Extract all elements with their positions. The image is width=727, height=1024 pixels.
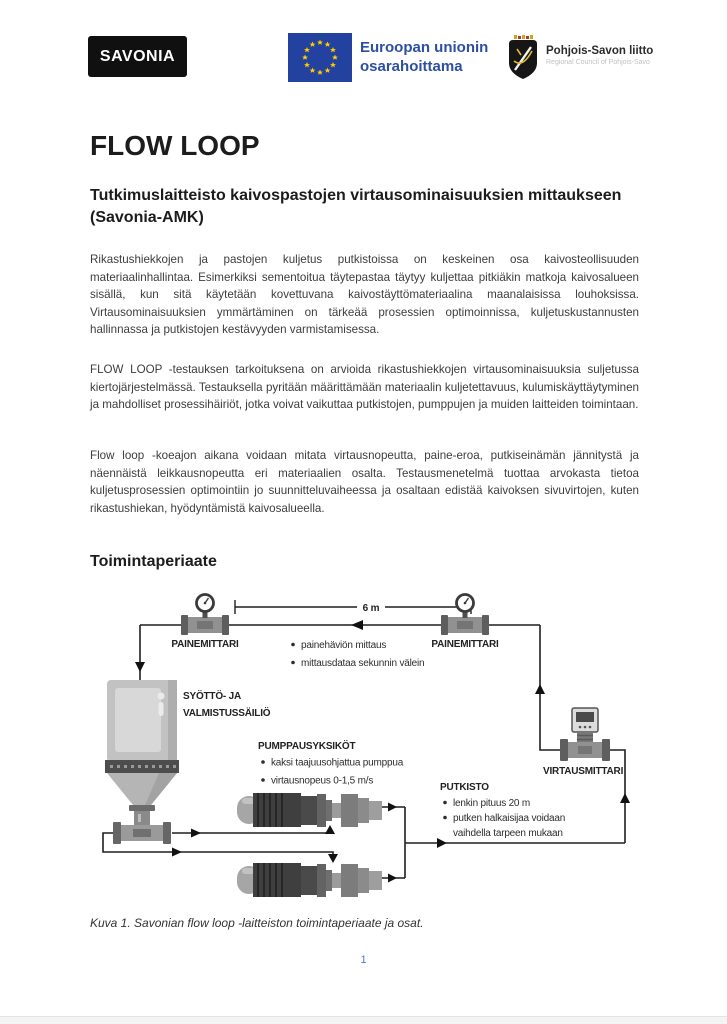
eu-funding-label: [360, 38, 488, 76]
pump-notes: [261, 758, 404, 787]
body-paragraph-1: Rikastushiekkojen ja pastojen kuljetus putkistoissa on keskeinen osa kaivosteollisuuden materiaalinhallintaa. Esimerkiksi sementoitua täytepastaa täytyy kuljettaa pitkiäkin matkoja kaivosalueen sisällä, kun sitä käytetään kovettuvana kaivostäyttömateriaalina maanalaisissa louhoksissa. Virtausominaisuuksien ymmärtäminen on tärkeää prosessien optimoinnissa, kuljetuskustannusten hallinnassa ja putkistojen kestävyyden varmistamisessa.: [90, 253, 639, 336]
label-pressure-gauge-left: PAINEMITTARI: [171, 639, 239, 650]
label-flow-meter: VIRTAUSMITTARI: [543, 766, 624, 777]
label-pressure-gauge-right: PAINEMITTARI: [431, 639, 499, 650]
savonia-logo: [88, 36, 187, 77]
section-heading: Toimintaperiaate: [90, 553, 217, 570]
pipe-tee-icon: [113, 822, 171, 844]
page-number: 1: [360, 954, 367, 966]
dimension-label: 6 m: [362, 603, 380, 614]
eu-flag-icon: [288, 33, 352, 82]
pump-upper-icon: [237, 793, 382, 827]
pressure-note-1: painehäviön mittaus: [301, 640, 387, 651]
pohjois-savo-subtitle: Regional Council of Pohjois-Savo: [546, 59, 650, 66]
pressure-note-2: mittausdataa sekunnin välein: [301, 658, 425, 669]
eu-funding-line1: Euroopan unionin: [360, 39, 489, 56]
dimension-line: [235, 600, 471, 614]
pohjois-savo-label: [546, 45, 653, 66]
pressure-gauge-right-icon: [441, 595, 489, 636]
pohjois-savo-coat-of-arms-icon: [507, 35, 539, 80]
pump-lower-icon: [237, 863, 382, 897]
pump-note-2: virtausnopeus 0-1,5 m/s: [271, 775, 374, 787]
label-piping-heading: PUTKISTO: [440, 782, 489, 793]
pressure-notes: [291, 640, 424, 669]
feed-tank-icon: [105, 680, 179, 805]
body-paragraph-3: Flow loop -koeajon aikana voidaan mitata virtausnopeutta, paine-eroa, putkiseinämän jännitystä ja näennäistä leikkausnopeutta eri materiaalien osalta. Testausmenetelmä tuottaa arvokasta tietoa kuljetusprosessien optimointiin jo suunnitteluvaiheessa ja osaltaan edistää kaivoksen sivuvirtojen, kuten rikastushiekan, hyödyntämistä kaivosalueella.: [90, 449, 639, 515]
body-paragraph-2: FLOW LOOP -testauksen tarkoituksena on arvioida rikastushiekkojen virtausominaisuuksia suljetussa kiertojärjestelmässä. Testauksella pyritään määrittämään materiaalin kuljetettavuus, kulumiskäyttäytyminen ja mahdolliset prosessihäiriöt, jotka voivat vaikuttaa putkistojen, pumppujen ja muiden laitteiden toimintaan.: [90, 363, 639, 411]
flow-meter-icon: [560, 708, 610, 761]
pressure-gauge-left-icon: [181, 595, 229, 636]
piping-note-2: putken halkaisijaa voidaan: [453, 813, 566, 824]
page-subtitle: Tutkimuslaitteisto kaivospastojen virtausominaisuuksien mittaukseen (Savonia-AMK): [90, 187, 622, 226]
eu-funding-line2: osarahoittama: [360, 58, 463, 75]
next-page-edge: [0, 1016, 727, 1024]
pump-note-1: kaksi taajuusohjattua pumppua: [271, 757, 404, 769]
piping-notes: [443, 798, 565, 839]
piping-note-3: vaihdella tarpeen mukaan: [453, 828, 563, 839]
label-pumps-heading: PUMPPAUSYKSIKÖT: [258, 741, 356, 752]
label-tank-line1: SYÖTTÖ- JA: [183, 691, 242, 702]
flow-loop-diagram: [85, 588, 660, 913]
label-tank-line2: VALMISTUSSÄILIÖ: [183, 708, 271, 719]
piping-note-1: lenkin pituus 20 m: [453, 798, 531, 809]
figure-caption: Kuva 1. Savonian flow loop -laitteiston toimintaperiaate ja osat.: [90, 916, 424, 930]
page-title: FLOW LOOP: [90, 130, 260, 161]
pohjois-savo-name: Pohjois-Savon liitto: [546, 45, 654, 57]
savonia-logo-text: SAVONIA: [99, 47, 176, 65]
valve-icon: [129, 805, 155, 827]
